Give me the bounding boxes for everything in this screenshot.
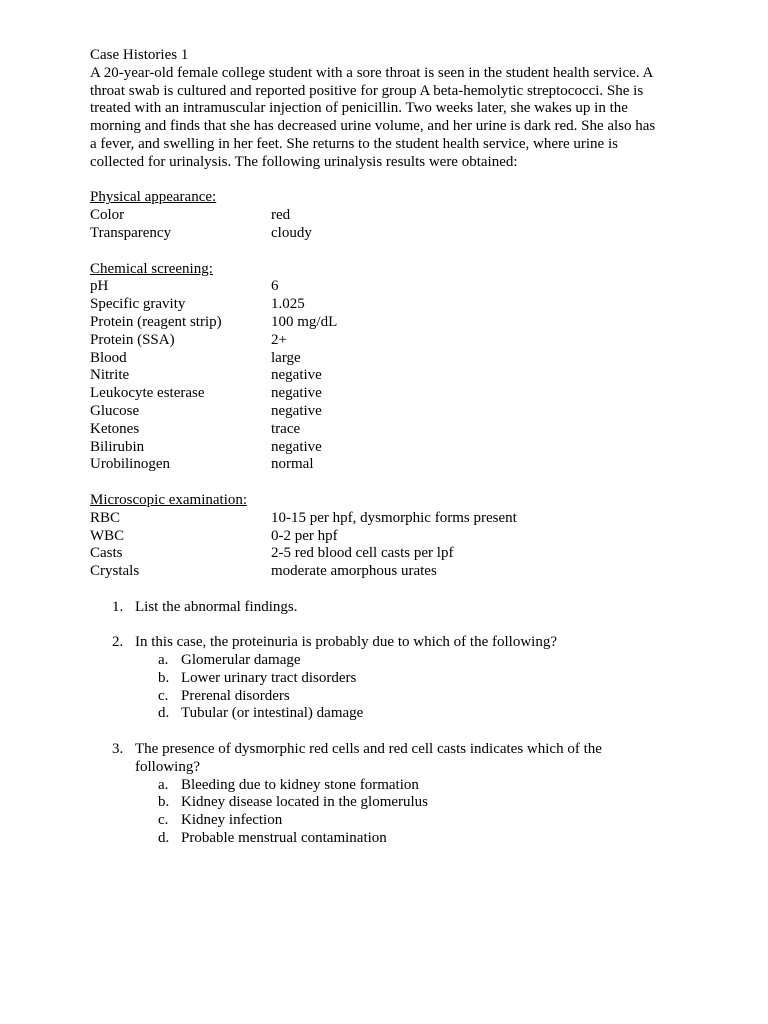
question-text: The presence of dysmorphic red cells and red cell casts indicates which of the following? (135, 741, 602, 775)
result-row (90, 278, 768, 296)
result-label: Glucose (90, 402, 140, 419)
question-text: List the abnormal findings. (135, 598, 298, 615)
option-letter: a. (158, 776, 169, 793)
result-row (90, 314, 768, 332)
spacer (90, 172, 768, 190)
spacer (90, 243, 768, 261)
option-text: Probable menstrual contamination (181, 830, 387, 847)
result-label: Color (90, 207, 125, 224)
physical-section (90, 189, 768, 242)
case-description: A 20-year-old female college student with a sore throat is seen in the student health service. A throat swab is cultured and reported positive for group A beta-hemolytic streptococci. She is treated with an intramuscular injection of penicillin. Two weeks later, she wakes up in the morning and finds that she has decreased urine volume, and her urine is dark red. She also has a fever, and swelling in her feet. She returns to the student health service, where urine is collected for urinalysis. The following urinalysis results were obtained: (90, 64, 656, 170)
option-text: Prerenal disorders (181, 687, 290, 704)
answer-option (158, 794, 768, 812)
physical-heading: Physical appearance: (90, 189, 217, 206)
option-text: Kidney disease located in the glomerulus (181, 794, 429, 811)
question-number: 1. (112, 598, 124, 615)
spacer (90, 617, 768, 635)
option-letter: c. (158, 812, 169, 829)
result-value: 10-15 per hpf, dysmorphic forms present (271, 509, 517, 526)
result-row (90, 528, 768, 546)
result-label: Urobilinogen (90, 456, 170, 473)
result-row (90, 421, 768, 439)
result-row (90, 350, 768, 368)
answer-option (158, 670, 768, 688)
result-label: Protein (SSA) (90, 331, 175, 348)
question-item (112, 741, 612, 777)
spacer (90, 474, 768, 492)
option-letter: c. (158, 687, 169, 704)
microscopic-section (90, 492, 768, 581)
result-label: Blood (90, 349, 127, 366)
question-number: 3. (112, 741, 124, 758)
result-row (90, 332, 768, 350)
question-text: In this case, the proteinuria is probably due to which of the following? (135, 634, 557, 651)
result-label: Ketones (90, 420, 140, 437)
option-letter: d. (158, 705, 170, 722)
option-letter: a. (158, 652, 169, 669)
result-label: pH (90, 278, 109, 295)
result-row (90, 225, 768, 243)
result-row (90, 367, 768, 385)
result-label: Nitrite (90, 367, 130, 384)
answer-option (158, 812, 768, 830)
document-title: Case Histories 1 (90, 47, 189, 63)
microscopic-heading: Microscopic examination: (90, 491, 248, 508)
questions-list (90, 599, 768, 848)
question-item (112, 599, 612, 617)
result-row (90, 456, 768, 474)
result-value: 6 (271, 278, 279, 295)
result-label: RBC (90, 509, 121, 526)
result-value: negative (271, 367, 322, 384)
result-row (90, 403, 768, 421)
option-text: Lower urinary tract disorders (181, 669, 357, 686)
result-row (90, 296, 768, 314)
result-value: moderate amorphous urates (271, 563, 437, 580)
result-value: negative (271, 385, 322, 402)
option-text: Bleeding due to kidney stone formation (181, 776, 419, 793)
option-letter: d. (158, 830, 170, 847)
result-row (90, 510, 768, 528)
result-value: 2-5 red blood cell casts per lpf (271, 545, 454, 562)
result-row (90, 563, 768, 581)
result-row (90, 207, 768, 225)
result-label: Transparency (90, 224, 172, 241)
result-value: 1.025 (271, 296, 305, 313)
result-label: WBC (90, 527, 125, 544)
spacer (90, 723, 768, 741)
answer-option (158, 777, 768, 795)
answer-option (158, 705, 768, 723)
result-value: negative (271, 438, 322, 455)
result-value: large (271, 349, 301, 366)
result-value: 0-2 per hpf (271, 527, 338, 544)
result-label: Leukocyte esterase (90, 385, 205, 402)
result-label: Casts (90, 545, 123, 562)
chemical-section (90, 261, 768, 475)
result-label: Bilirubin (90, 438, 145, 455)
option-text: Glomerular damage (181, 652, 301, 669)
answer-option (158, 688, 768, 706)
answer-option (158, 830, 768, 848)
result-label: Protein (reagent strip) (90, 313, 222, 330)
question-number: 2. (112, 634, 124, 651)
result-value: cloudy (271, 224, 312, 241)
question-item (112, 634, 612, 652)
result-value: negative (271, 402, 322, 419)
result-row (90, 385, 768, 403)
spacer (90, 581, 768, 599)
result-label: Specific gravity (90, 296, 186, 313)
result-value: trace (271, 420, 301, 437)
answer-option (158, 652, 768, 670)
option-text: Kidney infection (181, 812, 283, 829)
result-row (90, 439, 768, 457)
result-label: Crystals (90, 563, 140, 580)
result-value: red (271, 207, 291, 224)
chemical-heading: Chemical screening: (90, 260, 213, 277)
option-letter: b. (158, 794, 170, 811)
result-row (90, 545, 768, 563)
result-value: 2+ (271, 331, 287, 348)
option-letter: b. (158, 669, 170, 686)
option-text: Tubular (or intestinal) damage (181, 705, 364, 722)
result-value: normal (271, 456, 314, 473)
result-value: 100 mg/dL (271, 313, 338, 330)
